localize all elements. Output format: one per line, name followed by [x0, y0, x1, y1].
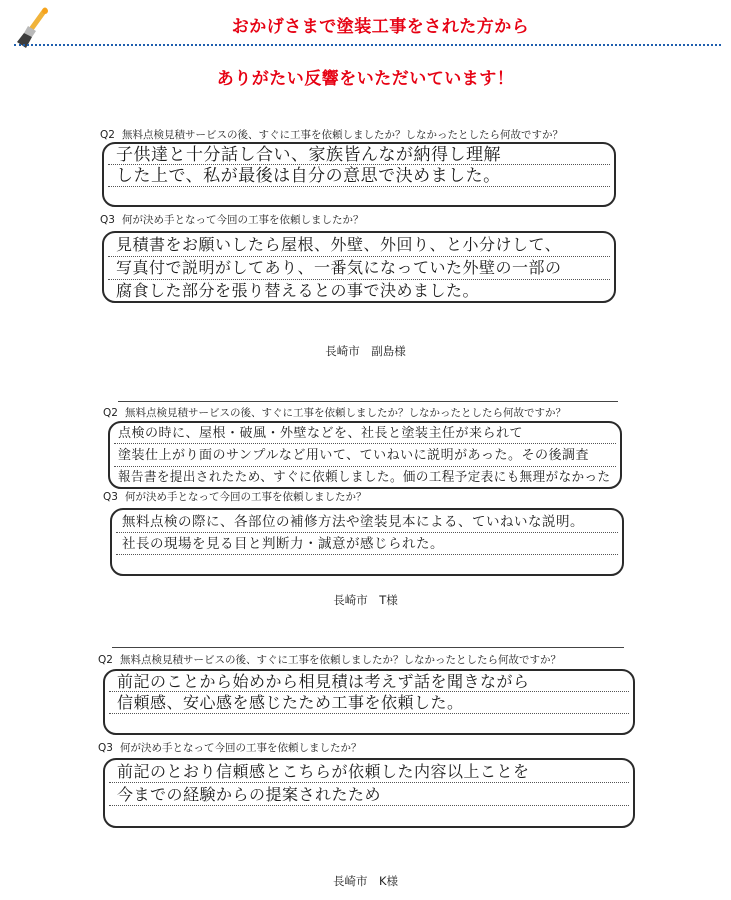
- q2-answer-box: [108, 421, 622, 489]
- q3-answer-box: [103, 758, 635, 828]
- q3-answer-line: 今までの経験からの提案されたため: [117, 785, 382, 804]
- q3-answer-line: 無料点検の際に、各部位の補修方法や塗装見本による、ていねいな説明。: [122, 514, 584, 530]
- q2-question: Q2 無料点検見積サービスの後、すぐに工事を依頼しましたか？しなかったとしたら何故ですか？: [98, 654, 561, 666]
- q3-answer-line: 腐食した部分を張り替えるとの事で決めました。: [116, 281, 480, 300]
- q2-answer-box: [102, 142, 616, 207]
- q3-question: Q3 何が決め手となって今回の工事を依頼しましたか？: [100, 214, 364, 226]
- q2-answer-line: 信頼感、安心感を感じたため工事を依頼した。: [117, 693, 464, 712]
- customer-name: 長崎市 K様: [332, 874, 399, 888]
- q3-answer-line: 写真付で説明がしてあり、一番気になっていた外壁の一部の: [116, 258, 562, 277]
- page-title-line2: ありがたい反響をいただいています！: [216, 69, 515, 89]
- q2-answer-line: 報告書を提出されたため、すぐに依頼しました。価の工程予定表にも無理がなかった: [118, 470, 611, 485]
- q3-question: Q3 何が決め手となって今回の工事を依頼しましたか？: [98, 742, 362, 754]
- page-title-line1: おかげさまで塗装工事をされた方から: [231, 17, 530, 37]
- q2-question: Q2 無料点検見積サービスの後、すぐに工事を依頼しましたか？しなかったとしたら何故ですか？: [100, 129, 563, 141]
- header-divider: [14, 44, 721, 46]
- customer-name: 長崎市 副島様: [325, 344, 406, 358]
- q3-answer-box: [110, 508, 624, 576]
- q3-answer-line: 前記のとおり信頼感とこちらが依頼した内容以上ことを: [117, 762, 530, 781]
- q2-answer-line: 子供達と十分話し合い、家族皆んなが納得し理解: [116, 145, 501, 165]
- q3-question: Q3 何が決め手となって今回の工事を依頼しましたか？: [103, 491, 367, 503]
- q2-question: Q2 無料点検見積サービスの後、すぐに工事を依頼しましたか？しなかったとしたら何故ですか？: [103, 407, 566, 419]
- q2-answer-line: 塗装仕上がり面のサンプルなど用いて、ていねいに説明があった。その後調査: [118, 448, 589, 463]
- q3-answer-box: [102, 231, 616, 303]
- q3-answer-line: 社長の現場を見る目と判断力・誠意が感じられた。: [122, 536, 444, 552]
- q2-answer-line: した上で、私が最後は自分の意思で決めました。: [116, 166, 501, 186]
- q2-answer-box: [103, 669, 635, 735]
- q2-answer-line: 点検の時に、屋根・破風・外壁などを、社長と塗装主任が来られて: [118, 426, 524, 441]
- customer-name: 長崎市 T様: [333, 593, 398, 607]
- q2-answer-line: 前記のことから始めから相見積は考えず話を聞きながら: [117, 672, 530, 691]
- page-header: [0, 0, 731, 90]
- q3-answer-line: 見積書をお願いしたら屋根、外壁、外回り、と小分けして、: [116, 235, 562, 254]
